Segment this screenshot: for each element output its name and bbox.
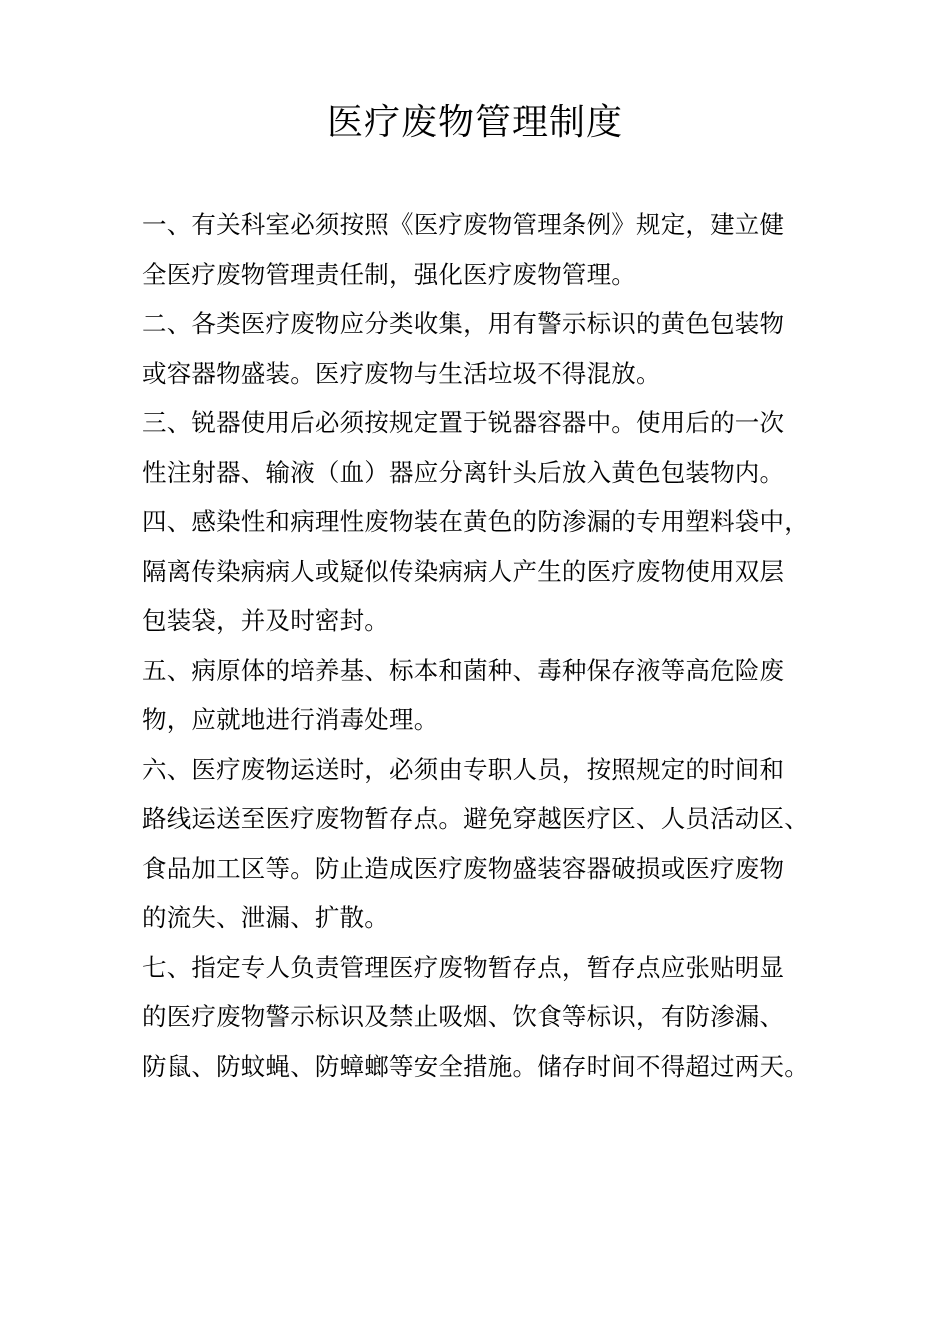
paragraph-line: 性注射器、输液（血）器应分离针头后放入黄色包装物内。 xyxy=(142,457,785,487)
paragraph-line: 或容器物盛装。医疗废物与生活垃圾不得混放。 xyxy=(142,358,661,388)
paragraph-5 xyxy=(142,646,842,745)
paragraph-line: 包装袋，并及时密封。 xyxy=(142,606,389,635)
paragraph-line: 全医疗废物管理责任制，强化医疗废物管理。 xyxy=(142,259,636,289)
paragraph-line: 隔离传染病病人或疑似传染病病人产生的医疗废物使用双层 xyxy=(142,556,785,586)
paragraph-line: 物，应就地进行消毒处理。 xyxy=(142,705,439,734)
paragraph-line: 四、感染性和病理性废物装在黄色的防渗漏的专用塑料袋中， xyxy=(142,507,809,536)
paragraph-6 xyxy=(142,745,842,943)
paragraph-line: 的医疗废物警示标识及禁止吸烟、饮食等标识，有防渗漏、 xyxy=(142,1002,785,1031)
paragraph-line: 的流失、泄漏、扩散。 xyxy=(142,903,389,932)
document-title: 医疗废物管理制度 xyxy=(326,102,623,143)
paragraph-3 xyxy=(142,398,842,497)
paragraph-line: 路线运送至医疗废物暂存点。避免穿越医疗区、人员活动区、 xyxy=(142,804,809,833)
paragraph-line: 防鼠、防蚊蝇、防蟑螂等安全措施。储存时间不得超过两天。 xyxy=(142,1051,809,1081)
paragraph-line: 食品加工区等。防止造成医疗废物盛装容器破损或医疗废物 xyxy=(142,853,785,883)
paragraph-4 xyxy=(142,497,842,646)
document-body xyxy=(142,200,842,1091)
paragraph-line: 六、医疗废物运送时，必须由专职人员，按照规定的时间和 xyxy=(142,754,785,784)
paragraph-line: 二、各类医疗废物应分类收集，用有警示标识的黄色包装物 xyxy=(142,309,785,338)
paragraph-1 xyxy=(142,200,842,299)
paragraph-line: 一、有关科室必须按照《医疗废物管理条例》规定，建立健 xyxy=(142,210,785,239)
paragraph-line: 七、指定专人负责管理医疗废物暂存点，暂存点应张贴明显 xyxy=(142,952,785,982)
paragraph-2 xyxy=(142,299,842,398)
paragraph-line: 三、锐器使用后必须按规定置于锐器容器中。使用后的一次 xyxy=(142,408,785,437)
paragraph-line: 五、病原体的培养基、标本和菌种、毒种保存液等高危险废 xyxy=(142,655,785,685)
paragraph-7 xyxy=(142,943,842,1092)
